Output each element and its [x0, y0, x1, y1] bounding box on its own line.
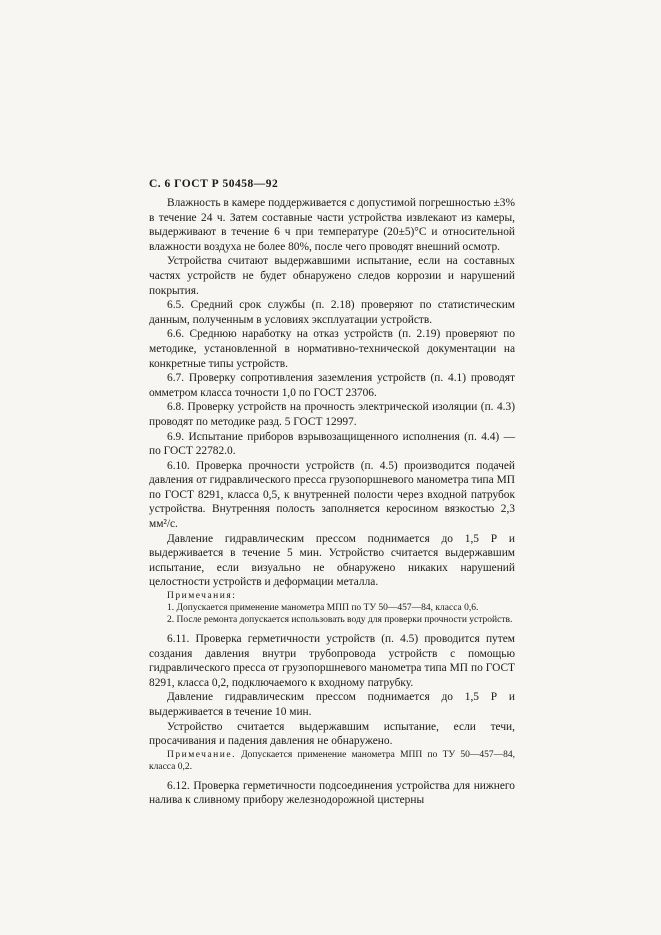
paragraph-6-5: 6.5. Средний срок службы (п. 2.18) проверяют по статистическим данным, полученным в условиях эксплуатации устройств. — [149, 299, 515, 326]
paragraph-corrosion-result: Устройства считают выдержавшими испытание, если на составных частях устройств не будет обнаружено следов коррозии и нарушений покрытия. — [149, 255, 515, 297]
paragraph-6-9: 6.9. Испытание приборов взрывозащищенного исполнения (п. 4.4) — по ГОСТ 22782.0. — [149, 430, 515, 458]
paragraph-6-6: 6.6. Среднюю наработку на отказ устройств (п. 2.19) проверяют по методике, установленной в нормативно-технической документации на конкретные типы устройств. — [149, 328, 515, 370]
note-2-text: Допускается применение манометра МПП по ТУ 50—457—84, класса 0,2. — [149, 749, 515, 772]
paragraph-pressure-test: Давление гидравлическим прессом поднимается до 1,5 Р и выдерживается в течение 5 мин. Устройство считается выдержавшим испытание, если визуально не обнаружено никаких нарушений целостности устройств и деформации металла. — [149, 532, 515, 589]
paragraph-pressure-hold: Давление гидравлическим прессом поднимается до 1,5 Р и выдерживается в течение 10 мин. — [149, 691, 515, 718]
document-body — [149, 196, 515, 808]
paragraph-6-12: 6.12. Проверка герметичности подсоединения устройства для нижнего налива к сливному прибору железнодорожной цистерны — [149, 779, 515, 807]
paragraph-humidity: Влажность в камере поддерживается с допустимой погрешностью ±3% в течение 24 ч. Затем составные части устройства извлекают из камеры, выдерживают в течение 6 ч при температуре (20±5)°С и относительной влажности воздуха не более 80%, после чего проводят внешний осмотр. — [149, 197, 515, 253]
paragraph-6-7: 6.7. Проверку сопротивления заземления устройств (п. 4.1) проводят омметром класса точности 1,0 по ГОСТ 23706. — [149, 372, 515, 399]
notes-title: Примечания: — [167, 591, 237, 602]
note-2-label: Примечание. — [167, 749, 236, 760]
note-item-1: 1. Допускается применение манометра МПП по ТУ 50—457—84, класса 0,6. — [167, 603, 479, 614]
note-item-2: 2. После ремонта допускается использовать воду для проверки прочности устройств. — [167, 615, 513, 626]
page-header: С. 6 ГОСТ Р 50458—92 — [149, 178, 279, 190]
paragraph-6-10: 6.10. Проверка прочности устройств (п. 4.5) производится подачей давления от гидравлического пресса грузопоршневого манометра типа МП по ГОСТ 8291, класса 0,5, к внутренней полости через входной патрубок устройства. Внутренняя полость заполняется керосином вязкостью 2,3 мм²/с. — [149, 459, 515, 531]
paragraph-6-8: 6.8. Проверку устройств на прочность электрической изоляции (п. 4.3) проводят по методике разд. 5 ГОСТ 12997. — [149, 401, 515, 428]
paragraph-6-11: 6.11. Проверка герметичности устройств (п. 4.5) проводится путем создания давления внутри трубопровода устройств с помощью гидравлического пресса от грузопоршневого манометра типа МП по ГОСТ 8291, класса 0,2, подключаемого к входному патрубку. — [149, 633, 515, 689]
note-2 — [149, 749, 515, 773]
paragraph-leak-result: Устройство считается выдержавшим испытание, если течи, просачивания и падения давления не обнаружено. — [149, 720, 515, 748]
